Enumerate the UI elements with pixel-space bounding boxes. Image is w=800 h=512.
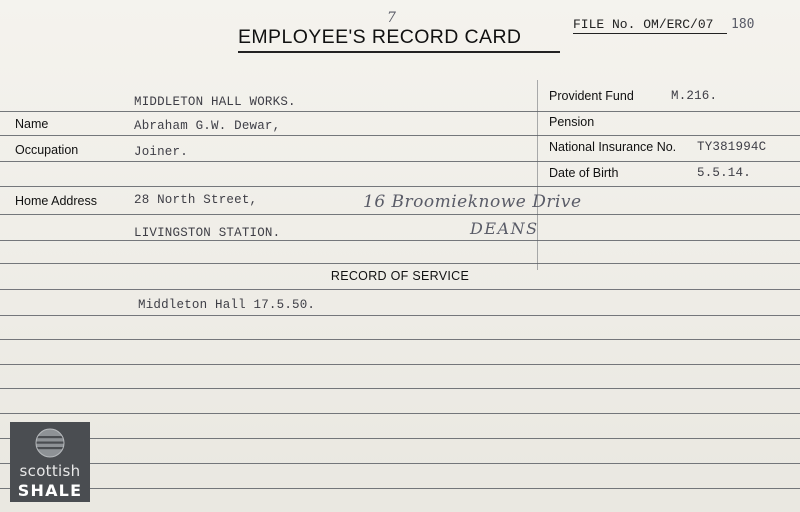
provident-fund-value: M.216. bbox=[671, 89, 718, 103]
service-entry: Middleton Hall 17.5.50. bbox=[138, 298, 316, 312]
rule bbox=[0, 161, 800, 162]
home-address-line1: 28 North Street, bbox=[134, 193, 258, 207]
date-of-birth-value: 5.5.14. bbox=[697, 166, 751, 180]
rule bbox=[0, 339, 800, 340]
card-title: EMPLOYEE'S RECORD CARD bbox=[238, 26, 522, 48]
occupation-label: Occupation bbox=[15, 143, 79, 157]
logo-word-scottish: scottish bbox=[19, 462, 81, 480]
rule bbox=[0, 263, 800, 264]
title-handwritten-mark: 7 bbox=[387, 10, 396, 26]
national-insurance-label: National Insurance No. bbox=[549, 140, 677, 154]
rule bbox=[0, 289, 800, 290]
rule bbox=[0, 364, 800, 365]
scottish-shale-logo bbox=[10, 422, 90, 502]
rule bbox=[0, 214, 800, 215]
rule bbox=[0, 186, 800, 187]
rule bbox=[0, 111, 800, 112]
rule bbox=[0, 463, 800, 464]
works-name: MIDDLETON HALL WORKS. bbox=[134, 95, 296, 109]
rule bbox=[0, 315, 800, 316]
title-underline bbox=[238, 51, 560, 53]
rule bbox=[0, 413, 800, 414]
date-of-birth-label: Date of Birth bbox=[549, 166, 619, 180]
provident-fund-label: Provident Fund bbox=[549, 89, 634, 103]
handwritten-address-line2: DEANS bbox=[470, 219, 539, 238]
name-value: Abraham G.W. Dewar, bbox=[134, 119, 281, 133]
handwritten-address-line1: 16 Broomieknowe Drive bbox=[363, 192, 582, 212]
record-of-service-heading: RECORD OF SERVICE bbox=[330, 269, 470, 283]
file-number-handwritten: 180 bbox=[731, 17, 755, 32]
globe-icon bbox=[31, 427, 69, 459]
file-number: FILE No. OM/ERC/07 bbox=[573, 17, 714, 32]
rule bbox=[0, 488, 800, 489]
rule bbox=[0, 240, 800, 241]
home-address-line2: LIVINGSTON STATION. bbox=[134, 226, 281, 240]
rule bbox=[0, 438, 800, 439]
logo-word-shale: SHALE bbox=[17, 481, 83, 500]
national-insurance-value: TY381994C bbox=[697, 140, 767, 154]
pension-label: Pension bbox=[549, 115, 595, 129]
occupation-value: Joiner. bbox=[134, 145, 188, 159]
home-address-label: Home Address bbox=[15, 194, 97, 208]
rule bbox=[0, 388, 800, 389]
file-number-underline bbox=[573, 33, 727, 34]
rule bbox=[0, 135, 800, 136]
column-divider bbox=[537, 80, 538, 270]
name-label: Name bbox=[15, 117, 49, 131]
